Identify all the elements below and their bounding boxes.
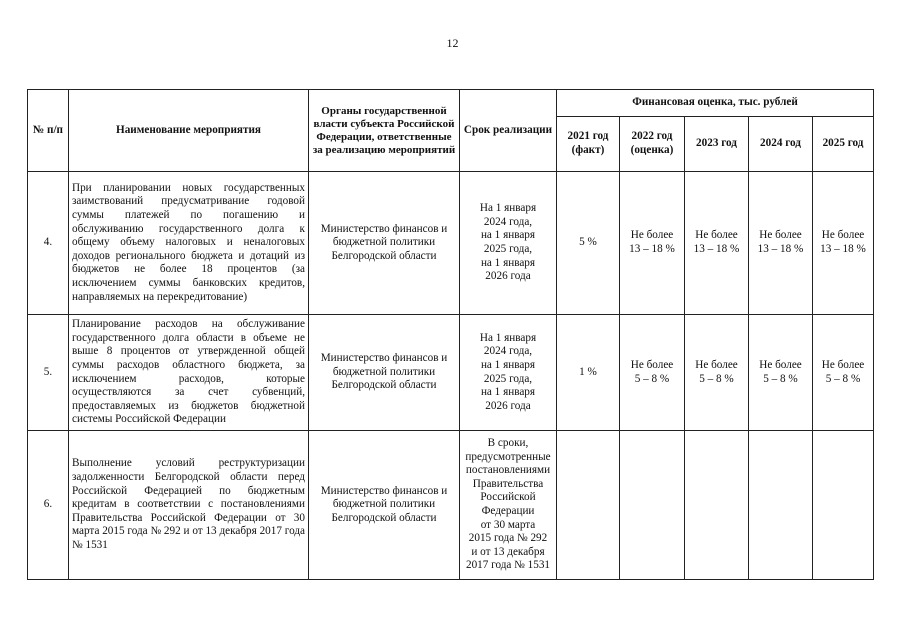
term-line: 2025 года, [483,243,533,255]
term-line: от 30 марта [480,518,536,531]
term-line: на 1 января [480,386,536,399]
value-line: 13 – 18 % [693,243,740,255]
value-line: Не более [695,229,738,242]
header-year-2021: 2021 год (факт) [557,117,620,172]
header-authority: Органы государственной власти субъекта Российской Федерации, ответственные за реализацию мероприятий [309,90,460,172]
term-line: Федерации [481,505,535,517]
term-line: В сроки, [487,437,529,450]
value-line: Не более [759,358,802,371]
header-num: № п/п [28,90,69,172]
finance-value-2025 [813,315,874,431]
measures-table [27,89,874,580]
header-name: Наименование мероприятия [69,90,309,172]
responsible-authority: Министерство финансов и бюджетной политики Белгородской области [309,315,460,431]
implementation-term [460,172,557,315]
value-line: Не более [695,358,738,371]
finance-value-2023 [685,315,749,431]
measure-name: Выполнение условий реструктуризации задолженности Белгородской области перед Российской Федерацией по бюджетным кредитам в соответствии с постановлениями Правительства Российской Федерации от 30 марта 2015 года № 292 и от 13 декабря 2017 года № 1531 [69,431,309,580]
finance-value-2022 [620,431,685,580]
value-line: 13 – 18 % [757,243,804,255]
term-line: предусмотренные [465,450,551,463]
value-line: Не более [821,229,865,242]
header-finance: Финансовая оценка, тыс. рублей [557,90,874,117]
value-line: Не более [630,229,674,242]
term-line: На 1 января [479,202,537,215]
term-line: На 1 января [479,331,537,344]
finance-value-2021 [557,431,620,580]
term-line: 2015 года № 292 [468,532,548,545]
implementation-term [460,315,557,431]
row-number: 4. [28,172,69,315]
value-line: 13 – 18 % [629,243,675,255]
term-line: Правительства [472,477,544,490]
value-line: 5 – 8 % [634,372,670,385]
header-year-2024: 2024 год [749,117,813,172]
finance-value-2024 [749,172,813,315]
term-line: и от 13 декабря [471,545,545,558]
value-line: 5 – 8 % [763,372,798,385]
term-line: на 1 января [480,229,536,242]
row-number: 5. [28,315,69,431]
finance-value-2025 [813,431,874,580]
term-line: 2017 года № 1531 [465,559,551,572]
table-row [28,431,874,580]
table-row [28,172,874,315]
value-line: 13 – 18 % [820,243,866,255]
term-line: 2024 года, [483,215,533,228]
term-line: 2024 года, [483,345,533,358]
value-line: Не более [759,229,802,242]
finance-value-2024 [749,315,813,431]
implementation-term [460,431,557,580]
responsible-authority: Министерство финансов и бюджетной политики Белгородской области [309,172,460,315]
finance-value-2021 [557,315,620,431]
finance-value-2025 [813,172,874,315]
responsible-authority: Министерство финансов и бюджетной политики Белгородской области [309,431,460,580]
measure-name: При планировании новых государственных заимствований предусматривание годовой суммы платежей по погашению и обслуживанию государственного долга к общему объему налоговых и неналоговых доходов регионального бюджета и дотаций из бюджетов не более 18 процентов (за исключением суммы банковских кредитов, направляемых на перекредитование) [69,172,309,315]
table-row [28,315,874,431]
term-line: на 1 января [480,358,536,371]
term-line: постановлениями [465,464,551,477]
value-line: Не более [630,358,674,371]
finance-value-2021 [557,172,620,315]
header-row-1 [28,90,874,117]
value-line: 5 – 8 % [825,372,861,385]
finance-value-2022 [620,172,685,315]
measure-name: Планирование расходов на обслуживание государственного долга области в объеме не выше 8 процентов от утвержденной общей суммы расходов областного бюджета, за исключением расходов, которые осуществляются за счет субвенций, предоставляемых из бюджетов бюджетной системы Российской Федерации [69,315,309,431]
header-term: Срок реализации [460,90,557,172]
header-year-2023: 2023 год [685,117,749,172]
header-year-2022: 2022 год (оценка) [620,117,685,172]
term-line: 2026 года [485,399,531,412]
value-line: 1 % [579,365,597,378]
value-line: 5 % [579,236,597,249]
header-year-2025: 2025 год [813,117,874,172]
value-line: 5 – 8 % [699,372,734,385]
term-line: 2025 года, [483,372,533,385]
term-line: Российской [480,491,536,504]
finance-value-2024 [749,431,813,580]
page-number: 12 [446,36,459,50]
finance-value-2022 [620,315,685,431]
row-number: 6. [28,431,69,580]
value-line: Не более [821,358,865,371]
finance-value-2023 [685,431,749,580]
finance-value-2023 [685,172,749,315]
term-line: на 1 января [480,256,536,269]
term-line: 2026 года [485,270,531,283]
